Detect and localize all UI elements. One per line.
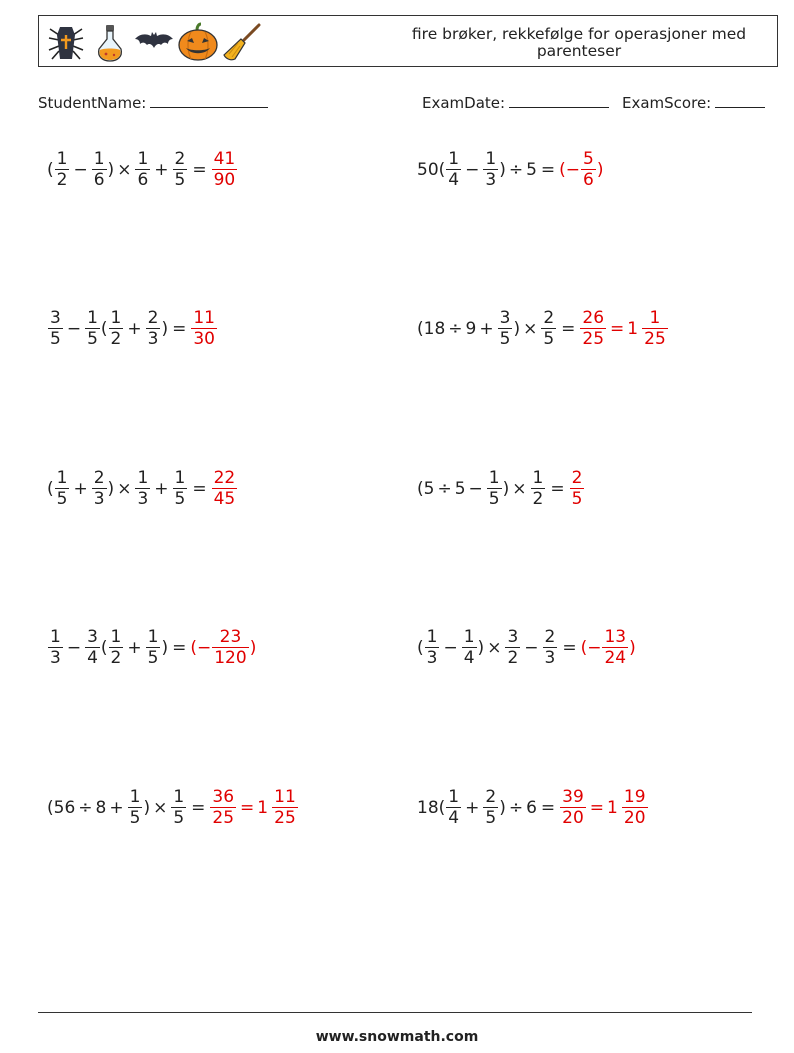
equals-sign: =: [191, 797, 206, 818]
fraction: $\frac{2}{5}$: [485, 787, 497, 828]
problem-expression: ( 18 ÷ 9 + $\frac{3}{5}$ ) × $\frac{2}{5}$: [417, 308, 555, 349]
answer: (− $\frac{23}{120}$ ): [190, 627, 257, 668]
problem-expression: $\frac{1}{3}$ − $\frac{3}{4}$ ( $\frac{1}{2}$ + $\frac{1}{5}$ ): [50, 627, 169, 668]
fraction: $\frac{1}{5}$: [173, 787, 185, 828]
fraction: $\frac{26}{25}$: [582, 308, 605, 349]
student-name-field: [38, 94, 268, 112]
problem-expression: ( $\frac{1}{5}$ + $\frac{2}{3}$ ) × $\frac{1}{3}$ + $\frac{1}{5}$: [47, 468, 186, 509]
worksheet-header: [38, 15, 778, 67]
fraction: $\frac{23}{120}$: [214, 627, 247, 668]
problem-expression: ( $\frac{1}{2}$ − $\frac{1}{6}$ ) × $\frac{1}{6}$ + $\frac{2}{5}$: [47, 149, 186, 190]
fraction: $\frac{1}{5}$: [87, 308, 98, 349]
answer: [569, 469, 586, 509]
answer: [190, 309, 218, 349]
exam-date-label: ExamDate:: [422, 94, 506, 112]
problem-3: [47, 309, 218, 349]
exam-score-line: [715, 106, 765, 108]
answer: $\frac{26}{25}$ = 1 $\frac{1}{25}$: [582, 308, 666, 349]
problem-expression: 50 ( $\frac{1}{4}$ − $\frac{1}{3}$ ) ÷ 5: [417, 149, 537, 190]
equals-sign: =: [172, 318, 187, 339]
worksheet-title: fire brøker, rekkefølge for operasjoner med parenteser: [411, 25, 747, 60]
fraction: $\frac{1}{4}$: [448, 149, 460, 190]
problem-expression: $\frac{3}{5}$ − $\frac{1}{5}$ ( $\frac{1}{2}$ + $\frac{2}{3}$ ): [50, 308, 169, 349]
fraction: $\frac{1}{5}$: [129, 787, 141, 828]
fraction: $\frac{3}{5}$: [499, 308, 511, 349]
problem-expression: 18 ( $\frac{1}{4}$ + $\frac{2}{5}$ ) ÷ 6: [417, 787, 537, 828]
icon-strip: [45, 20, 263, 64]
bat-icon: [133, 21, 175, 63]
fraction: $\frac{1}{5}$: [488, 468, 500, 509]
fraction: $\frac{2}{5}$: [571, 468, 583, 509]
problem-6: [417, 469, 585, 509]
fraction: $\frac{1}{4}$: [463, 627, 475, 668]
exam-score-field: [622, 94, 765, 112]
equals-sign: =: [550, 478, 565, 499]
fraction: $\frac{1}{5}$: [56, 468, 68, 509]
fraction: $\frac{1}{2}$: [110, 627, 122, 668]
answer: $\frac{36}{25}$ = 1 $\frac{11}{25}$: [212, 787, 296, 828]
equals-sign: =: [540, 797, 556, 818]
fraction: $\frac{1}{3}$: [137, 468, 149, 509]
fraction: $\frac{2}{3}$: [93, 468, 105, 509]
answer: (− $\frac{13}{24}$ ): [580, 627, 636, 668]
problem-2: [417, 150, 604, 190]
problem-8: [417, 628, 636, 668]
answer: $\frac{39}{20}$ = 1 $\frac{19}{20}$: [562, 787, 646, 828]
equals-sign: =: [172, 637, 187, 658]
fraction: $\frac{11}{25}$: [274, 787, 296, 828]
fraction: $\frac{2}{5}$: [543, 308, 555, 349]
fraction: $\frac{1}{4}$: [448, 787, 460, 828]
fraction: $\frac{2}{3}$: [147, 308, 159, 349]
fraction: $\frac{11}{30}$: [193, 308, 215, 349]
problem-expression: ( 5 ÷ 5 − $\frac{1}{5}$ ) × $\frac{1}{2}$: [417, 468, 544, 509]
fraction: $\frac{3}{5}$: [50, 308, 61, 349]
fraction: $\frac{1}{2}$: [56, 149, 68, 190]
fraction: $\frac{22}{45}$: [213, 468, 236, 509]
answer: (− $\frac{5}{6}$ ): [559, 149, 604, 190]
problem-4: [417, 309, 669, 349]
problem-7: [47, 628, 256, 668]
fraction: $\frac{1}{3}$: [50, 627, 61, 668]
fraction: $\frac{1}{5}$: [174, 468, 186, 509]
problem-expression: ( 56 ÷ 8 + $\frac{1}{5}$ ) × $\frac{1}{5}$: [47, 787, 185, 828]
student-name-line: [150, 106, 268, 108]
broom-icon: [221, 21, 263, 63]
equals-sign: =: [192, 478, 207, 499]
fraction: $\frac{1}{2}$: [110, 308, 122, 349]
equals-sign: =: [561, 318, 576, 339]
fraction: $\frac{3}{4}$: [87, 627, 98, 668]
fraction: $\frac{19}{20}$: [623, 787, 646, 828]
footer-rule: [38, 1012, 752, 1013]
problem-10: [417, 788, 649, 828]
problem-9: [47, 788, 299, 828]
fraction: $\frac{1}{2}$: [532, 468, 544, 509]
problem-1: [47, 150, 238, 190]
fraction: $\frac{36}{25}$: [212, 787, 235, 828]
equals-sign: =: [562, 637, 577, 658]
fraction: $\frac{1}{3}$: [426, 627, 438, 668]
exam-date-field: [422, 94, 609, 112]
equals-sign: =: [540, 159, 556, 180]
fraction: $\frac{1}{5}$: [147, 627, 159, 668]
pumpkin-icon: [177, 21, 219, 63]
answer: [211, 469, 239, 509]
problem-expression: ( $\frac{1}{3}$ − $\frac{1}{4}$ ) × $\frac{3}{2}$ − $\frac{2}{3}$: [417, 627, 556, 668]
fraction: $\frac{39}{20}$: [562, 787, 584, 828]
answer: [211, 150, 239, 190]
fraction: $\frac{13}{24}$: [604, 627, 627, 668]
footer-url: www.snowmath.com: [315, 1029, 479, 1045]
exam-date-line: [509, 106, 609, 108]
fraction: $\frac{1}{6}$: [93, 149, 105, 190]
spider-coffin-icon: [45, 21, 87, 63]
fraction: $\frac{1}{6}$: [137, 149, 149, 190]
fraction: $\frac{1}{3}$: [485, 149, 497, 190]
fraction: $\frac{3}{2}$: [507, 627, 519, 668]
equals-sign: =: [192, 159, 207, 180]
problem-5: [47, 469, 238, 509]
fraction: $\frac{2}{3}$: [544, 627, 556, 668]
fraction: $\frac{1}{25}$: [644, 308, 666, 349]
exam-score-label: ExamScore:: [622, 94, 712, 112]
fraction: $\frac{5}{6}$: [583, 149, 594, 190]
fraction: $\frac{41}{90}$: [213, 149, 236, 190]
fraction: $\frac{2}{5}$: [174, 149, 186, 190]
potion-bottle-icon: [89, 21, 131, 63]
student-name-label: StudentName:: [38, 94, 147, 112]
